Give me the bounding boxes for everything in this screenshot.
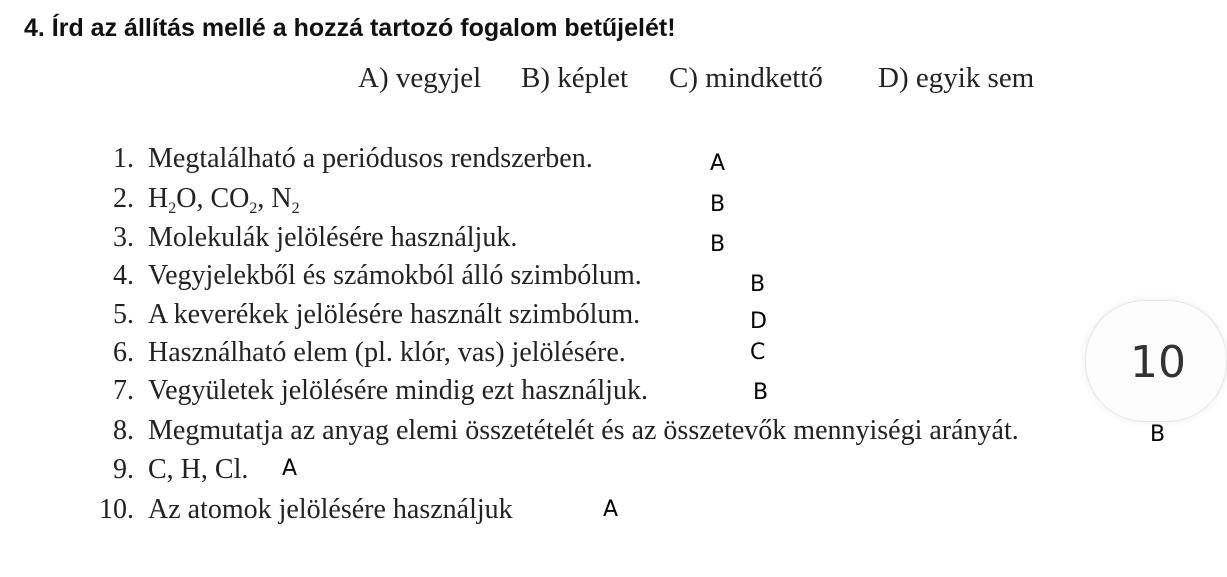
item-text: Vegyületek jelölésére mindig ezt használjuk. xyxy=(148,375,648,406)
exercise-title: 4. Írd az állítás mellé a hozzá tartozó fogalom betűjelét! xyxy=(24,14,676,42)
item-number: 2. xyxy=(113,183,134,214)
item-text: A keverékek jelölésére használt szimbólum. xyxy=(148,299,641,330)
option-a: A) vegyjel xyxy=(358,62,482,94)
item-text: Megmutatja az anyag elemi összetételét és az összetevők mennyiségi arányát. xyxy=(148,415,1019,446)
item-text: Használható elem (pl. klór, vas) jelölésére. xyxy=(148,337,626,368)
option-b: B) képlet xyxy=(521,62,629,94)
item-number: 10. xyxy=(99,494,134,525)
item-text-formulas: $H_2O$, $CO_2$, $N_2$ xyxy=(148,183,300,217)
option-d: D) egyik sem xyxy=(878,62,1035,94)
item-number: 3. xyxy=(113,222,134,253)
item-number: 7. xyxy=(113,375,134,406)
answer-letter: B xyxy=(1150,422,1166,447)
item-text: Molekulák jelölésére használjuk. xyxy=(148,222,518,253)
badge-number: 10 xyxy=(1130,337,1186,388)
item-number: 1. xyxy=(113,143,134,174)
answer-letter: C xyxy=(750,340,766,365)
item-number: 6. xyxy=(113,337,134,368)
item-text: C, H, Cl. xyxy=(148,454,249,485)
item-number: 8. xyxy=(113,415,134,446)
answer-letter: B xyxy=(710,232,726,257)
answer-letter: B xyxy=(753,380,769,405)
option-c: C) mindkettő xyxy=(669,62,823,94)
answer-letter: A xyxy=(603,497,619,522)
item-number: 4. xyxy=(113,260,134,291)
answer-letter: A xyxy=(282,456,298,481)
answer-letter: A xyxy=(710,151,726,176)
answer-letter: D xyxy=(750,309,767,334)
item-text: Megtalálható a periódusos rendszerben. xyxy=(148,143,593,174)
item-number: 5. xyxy=(113,299,134,330)
item-text: Az atomok jelölésére használjuk xyxy=(148,494,513,525)
item-number: 9. xyxy=(113,454,134,485)
item-text: Vegyjelekből és számokból álló szimbólum. xyxy=(148,260,642,291)
answer-letter: B xyxy=(710,192,726,217)
answer-letter: B xyxy=(750,272,766,297)
